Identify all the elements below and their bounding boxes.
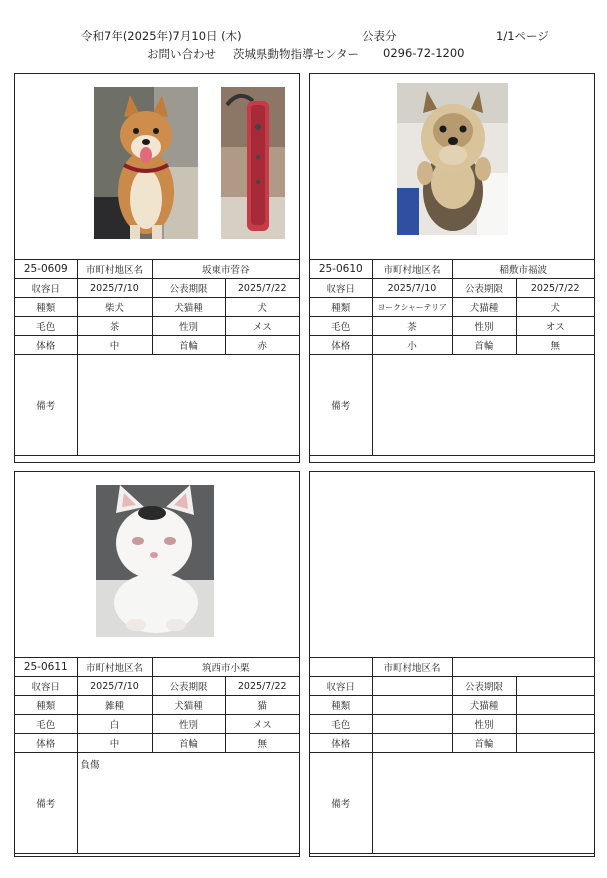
location-value: 筑西市小栗 [152,658,299,677]
shiba-dog-photo [94,87,198,239]
sex-label: 性別 [152,317,225,336]
header-page-number: 1/1ページ [496,29,549,43]
photo-area [310,472,594,657]
location-value: 坂東市菅谷 [152,260,299,279]
size-label: 体格 [310,734,372,753]
notes-label: 備考 [15,355,77,456]
notice-period-label: 公表期限 [152,279,225,298]
size-value [372,734,452,753]
photo-area [15,472,299,657]
notes-value: 負傷 [77,753,299,854]
location-label: 市町村地区名 [77,260,152,279]
kind-label: 種類 [310,298,372,317]
size-value: 中 [77,734,152,753]
collar-label: 首輪 [452,336,516,355]
color-label: 毛色 [15,715,77,734]
sex-value: メス [225,317,299,336]
intake-date-value: 2025/7/10 [77,677,152,696]
notes-value [372,753,594,854]
sex-label: 性別 [452,317,516,336]
notes-label: 備考 [310,753,372,854]
notice-period-label: 公表期限 [452,279,516,298]
color-value: 茶 [77,317,152,336]
sex-value: メス [225,715,299,734]
kind-value [372,696,452,715]
photo-area [310,74,594,259]
animal-card-1 [14,73,300,463]
info-table [310,259,594,456]
sex-label: 性別 [452,715,516,734]
size-label: 体格 [15,734,77,753]
yorkshire-terrier-photo [397,83,508,235]
collar-label: 首輪 [152,336,225,355]
notice-period-value [516,677,594,696]
header-category: 公表分 [362,29,397,43]
kind-label: 種類 [15,696,77,715]
species-value: 猫 [225,696,299,715]
white-cat-photo [96,485,214,637]
location-value: 稲敷市福波 [452,260,594,279]
info-table [310,657,594,854]
location-label: 市町村地区名 [77,658,152,677]
animal-id [310,658,372,677]
species-label: 犬猫種 [452,696,516,715]
animal-id: 25-0610 [310,260,372,279]
kind-value: 柴犬 [77,298,152,317]
notice-period-label: 公表期限 [152,677,225,696]
intake-date-label: 収容日 [15,279,77,298]
color-label: 毛色 [310,317,372,336]
animal-card-3 [14,471,300,857]
intake-date-label: 収容日 [310,677,372,696]
animal-id: 25-0611 [15,658,77,677]
notes-value [372,355,594,456]
location-label: 市町村地区名 [372,260,452,279]
size-value: 中 [77,336,152,355]
intake-date-label: 収容日 [15,677,77,696]
notes-label: 備考 [310,355,372,456]
photo-area [15,74,299,259]
header-contact-label: お問い合わせ [147,47,216,61]
kind-value: ヨークシャーテリア [372,298,452,317]
kind-label: 種類 [15,298,77,317]
collar-value: 赤 [225,336,299,355]
sex-label: 性別 [152,715,225,734]
animal-card-4 [309,471,595,857]
location-label: 市町村地区名 [372,658,452,677]
red-collar-photo [221,87,285,239]
info-table [15,657,299,854]
collar-label: 首輪 [452,734,516,753]
species-value: 犬 [516,298,594,317]
header-phone: 0296-72-1200 [383,46,465,60]
notice-period-value: 2025/7/22 [516,279,594,298]
species-label: 犬猫種 [152,696,225,715]
species-label: 犬猫種 [152,298,225,317]
color-value: 茶 [372,317,452,336]
header-center-name: 茨城県動物指導センター [233,47,360,61]
notes-label: 備考 [15,753,77,854]
size-value: 小 [372,336,452,355]
sex-value: オス [516,317,594,336]
size-label: 体格 [310,336,372,355]
info-table [15,259,299,456]
species-label: 犬猫種 [452,298,516,317]
color-value [372,715,452,734]
collar-value: 無 [516,336,594,355]
intake-date-value: 2025/7/10 [77,279,152,298]
header-date: 令和7年(2025年)7月10日 (木) [81,29,242,43]
sex-value [516,715,594,734]
notice-period-value: 2025/7/22 [225,677,299,696]
kind-label: 種類 [310,696,372,715]
collar-value [516,734,594,753]
notice-period-value: 2025/7/22 [225,279,299,298]
animal-id: 25-0609 [15,260,77,279]
kind-value: 雑種 [77,696,152,715]
intake-date-value: 2025/7/10 [372,279,452,298]
collar-value: 無 [225,734,299,753]
location-value [452,658,594,677]
notice-period-label: 公表期限 [452,677,516,696]
color-label: 毛色 [310,715,372,734]
species-value [516,696,594,715]
color-label: 毛色 [15,317,77,336]
size-label: 体格 [15,336,77,355]
notes-value [77,355,299,456]
animal-card-2 [309,73,595,463]
species-value: 犬 [225,298,299,317]
intake-date-value [372,677,452,696]
intake-date-label: 収容日 [310,279,372,298]
color-value: 白 [77,715,152,734]
collar-label: 首輪 [152,734,225,753]
